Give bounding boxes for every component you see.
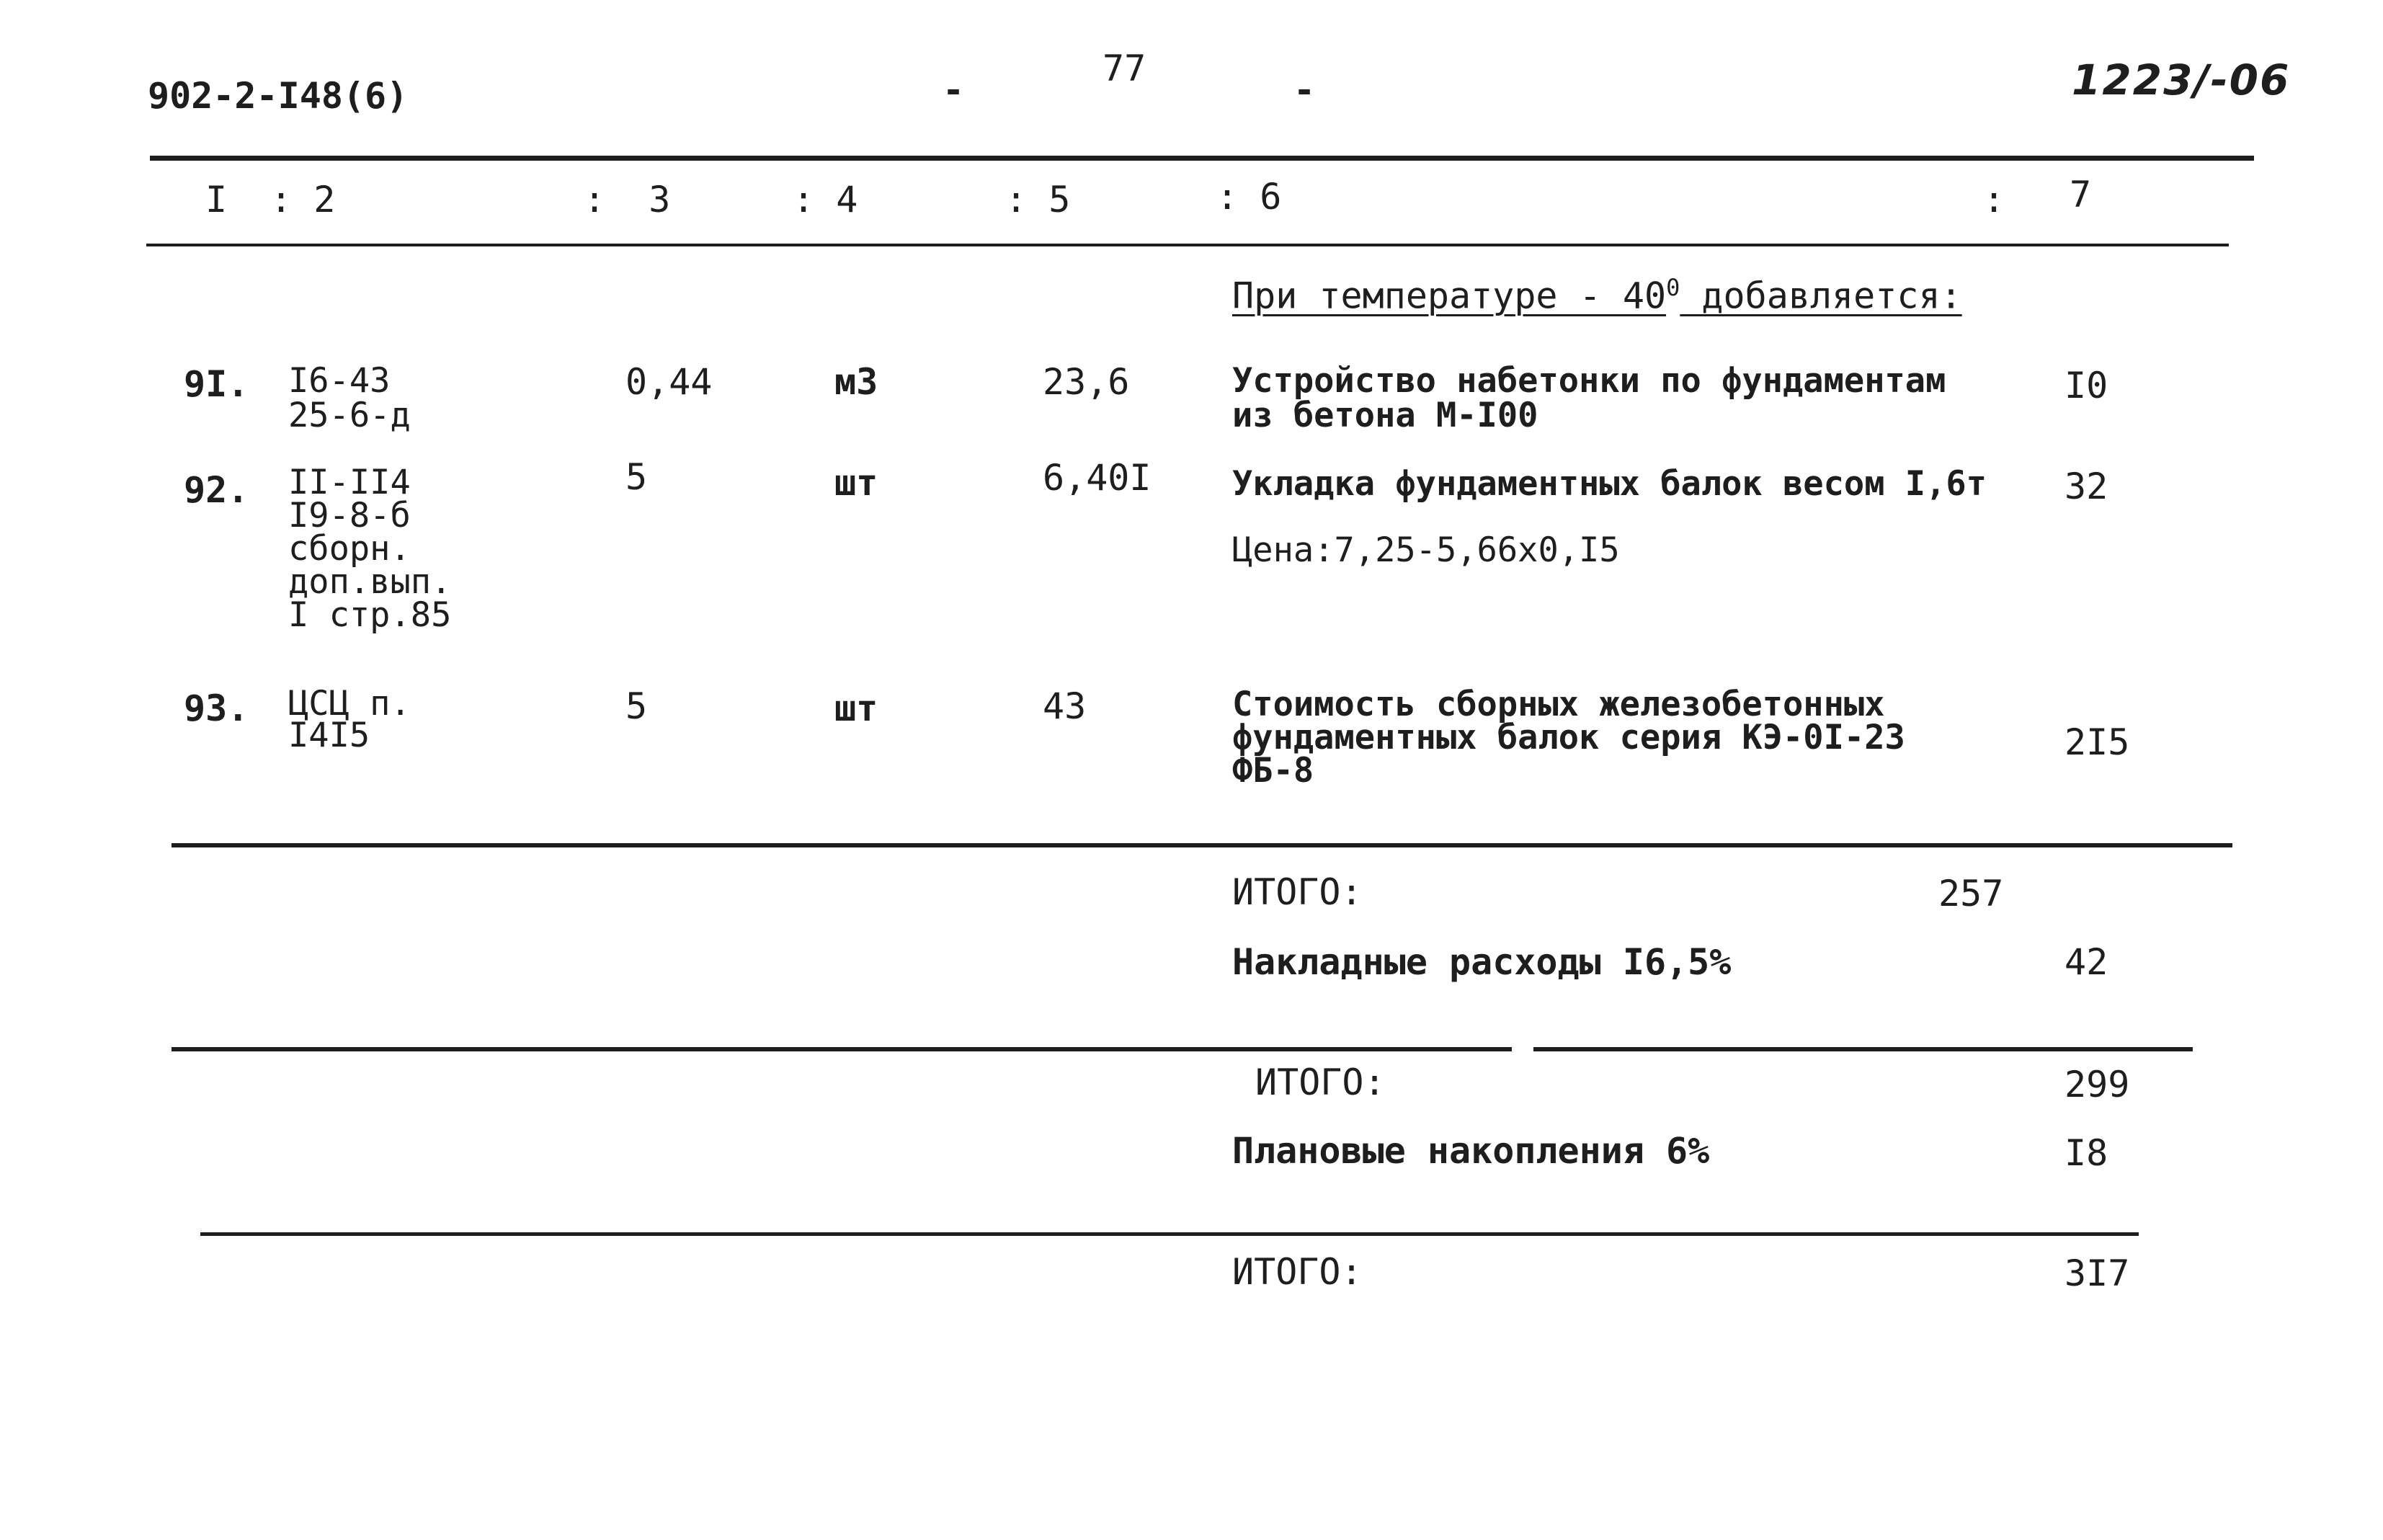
row-number: 92. (184, 469, 249, 511)
col-header-5: : 5 (1005, 179, 1071, 221)
itogo-label-3: ИТОГО: (1232, 1251, 1363, 1293)
header-rule (146, 244, 2229, 246)
row-price: 43 (1043, 685, 1087, 727)
section-title-degree: 0 (1666, 274, 1680, 301)
col-header-6: : 6 (1216, 176, 1282, 218)
section-title-tail: добавляется: (1680, 275, 1962, 317)
row-total: 32 (2064, 466, 2108, 507)
overhead-label: Накладные расходы I6,5% (1232, 941, 1732, 983)
summary-rule-right (1533, 1047, 2193, 1051)
col-header-4: : 4 (793, 179, 858, 221)
col-header-2: : 2 (270, 179, 336, 221)
row-price: 23,6 (1043, 361, 1130, 403)
page-number: 77 (1103, 48, 1146, 89)
summary-rule-left (172, 1047, 1512, 1051)
planned-savings-label: Плановые накопления 6% (1232, 1130, 1710, 1172)
rows-end-rule (172, 843, 2232, 847)
row-unit: шт (834, 687, 878, 729)
itogo-value-2: 299 (2064, 1064, 2130, 1105)
stamp-number: 1223/-06 (2072, 55, 2291, 104)
row-description: Стоимость сборных железобетонных фундаментных балок серия КЭ-0I-23 ФБ-8 (1232, 685, 1905, 791)
row-price-formula: Цена:7,25-5,66x0,I5 (1232, 530, 1620, 570)
row-number: 9I. (184, 363, 249, 405)
row-total: 2I5 (2064, 721, 2130, 763)
row-quantity: 5 (625, 685, 648, 727)
final-rule (200, 1232, 2139, 1236)
dash-right: - (1293, 69, 1316, 111)
col-header-7-sep: : (1983, 179, 2005, 221)
itogo-label-2: ИТОГО: (1255, 1061, 1386, 1103)
row-total: I0 (2064, 365, 2108, 406)
row-code: I6-43 25-6-д (288, 361, 411, 435)
dash-left: - (943, 69, 965, 111)
section-title-text: При температуре - 40 (1232, 275, 1667, 317)
row-code: II-II4 I9-8-б сборн. доп.вып. I стр.85 (288, 463, 452, 635)
planned-savings-value: I8 (2064, 1132, 2108, 1174)
itogo-value-1: 257 (1938, 873, 2004, 914)
col-header-3: : 3 (584, 179, 671, 221)
row-number: 93. (184, 687, 249, 729)
col-header-1: I (205, 179, 228, 221)
row-description: Устройство набетонки по фундаментам из бетона М-I00 (1232, 361, 1946, 435)
itogo-value-3: 3I7 (2064, 1252, 2130, 1294)
itogo-label-1: ИТОГО: (1232, 871, 1363, 913)
row-code: ЦСЦ п. I4I5 (288, 684, 411, 755)
section-title (1232, 274, 1962, 317)
row-price: 6,40I (1043, 457, 1152, 499)
row-quantity: 0,44 (625, 361, 713, 403)
row-unit: м3 (834, 361, 878, 403)
row-description: Укладка фундаментных балок весом I,6т (1232, 464, 1987, 504)
document-code: 902-2-I48(6) (148, 75, 409, 117)
top-rule (150, 156, 2254, 161)
col-header-7: 7 (2070, 174, 2092, 215)
row-quantity: 5 (625, 456, 648, 498)
overhead-value: 42 (2064, 941, 2108, 983)
row-unit: шт (834, 462, 878, 504)
